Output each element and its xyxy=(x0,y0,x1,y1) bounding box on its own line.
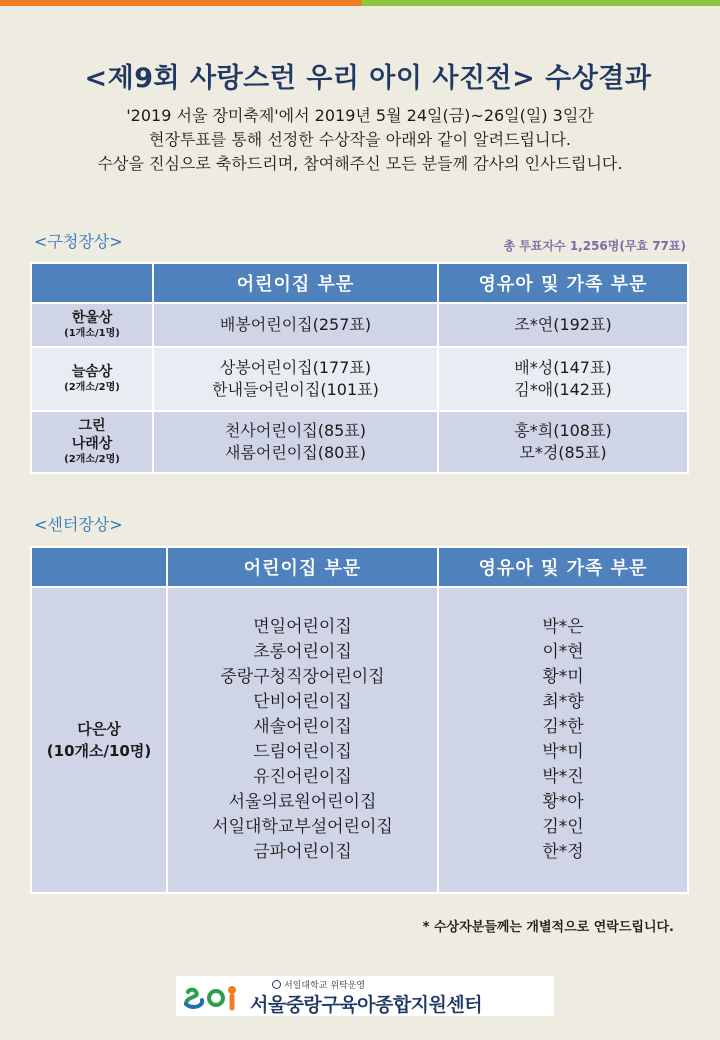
winner-entry: 서울의료원어린이집 xyxy=(228,792,377,812)
section-label-center: <센터장상> xyxy=(34,515,123,534)
header-cell-family: 영유아 및 가족 부문 xyxy=(438,263,688,303)
award-cell xyxy=(31,347,153,411)
winner-entry: 천사어린이집(85표) xyxy=(224,421,367,440)
footnote: * 수상자분들께는 개별적으로 연락드립니다. xyxy=(422,920,674,935)
award-name: 늘솜상 xyxy=(71,364,113,380)
winner-entry: 김*한 xyxy=(542,717,584,737)
page-title: <제9회 사랑스런 우리 아이 사진전> 수상결과 xyxy=(84,63,652,94)
winner-entry: 최*향 xyxy=(542,692,584,712)
winner-entry: 드림어린이집 xyxy=(253,742,352,762)
winner-entry: 박*진 xyxy=(542,767,584,787)
table-row xyxy=(31,303,688,347)
table-header-row xyxy=(31,263,688,303)
award-count: (2개소/2명) xyxy=(64,382,120,393)
daycare-cell xyxy=(153,411,438,473)
sci-logo-icon xyxy=(182,982,248,1012)
winner-entry: 새롬어린이집(80표) xyxy=(224,443,367,462)
family-cell xyxy=(438,347,688,411)
winner-entry: 김*애(142표) xyxy=(514,380,612,399)
daycare-cell xyxy=(167,587,438,893)
header-cell-daycare: 어린이집 부문 xyxy=(167,547,438,587)
logo-caption-text: 서일대학교 위탁운영 xyxy=(284,981,366,991)
daycare-cell xyxy=(153,303,438,347)
award-name: 한울상 xyxy=(71,310,113,326)
winner-entry: 초롱어린이집 xyxy=(253,642,352,662)
university-seal-icon xyxy=(272,980,281,989)
center-logo xyxy=(176,976,554,1016)
award-name: 나래상 xyxy=(71,436,113,452)
award-name: 다은상 xyxy=(77,720,121,738)
winner-entry: 이*현 xyxy=(542,642,584,662)
winner-entry: 한내들어린이집(101표) xyxy=(212,380,379,399)
winner-entry: 유진어린이집 xyxy=(253,767,352,787)
winner-entry: 한*정 xyxy=(542,842,584,862)
winner-entry: 단비어린이집 xyxy=(253,692,352,712)
header-cell-empty xyxy=(31,547,167,587)
winner-entry: 황*미 xyxy=(542,667,584,687)
winner-entry: 금파어린이집 xyxy=(253,842,352,862)
intro-line: 현장투표를 통해 선정한 수상작을 아래와 같이 알려드립니다. xyxy=(148,130,571,149)
daycare-cell xyxy=(153,347,438,411)
winner-entry: 상봉어린이집(177표) xyxy=(219,358,372,377)
winner-entry: 배봉어린이집(257표) xyxy=(219,315,372,334)
family-cell xyxy=(438,587,688,893)
award-count: (2개소/2명) xyxy=(64,454,120,465)
winner-entry: 배*성(147표) xyxy=(514,358,612,377)
award-count: (10개소/10명) xyxy=(46,742,152,760)
winner-entry: 김*인 xyxy=(542,817,584,837)
winner-entry: 서일대학교부설어린이집 xyxy=(212,817,393,837)
intro-line: 수상을 진심으로 축하드리며, 참여해주신 모든 분들께 감사의 인사드립니다. xyxy=(97,154,623,173)
award-count: (1개소/1명) xyxy=(64,328,120,339)
award-cell xyxy=(31,411,153,473)
award-cell xyxy=(31,587,167,893)
table-row xyxy=(31,347,688,411)
winner-entry: 면일어린이집 xyxy=(253,617,352,637)
winner-entry: 새솔어린이집 xyxy=(253,717,352,737)
center-award-table xyxy=(30,546,689,894)
winner-entry: 조*연(192표) xyxy=(514,315,612,334)
top-accent-bar xyxy=(0,0,720,6)
intro-text xyxy=(0,104,720,176)
table-header-row xyxy=(31,547,688,587)
accent-green-segment xyxy=(362,0,720,6)
header-cell-empty xyxy=(31,263,153,303)
intro-line: '2019 서울 장미축제'에서 2019년 5월 24일(금)~26일(일) 3일간 xyxy=(126,106,594,125)
header-cell-family: 영유아 및 가족 부문 xyxy=(438,547,688,587)
winner-entry: 박*은 xyxy=(542,617,584,637)
family-cell xyxy=(438,411,688,473)
header-cell-daycare: 어린이집 부문 xyxy=(153,263,438,303)
winner-entry: 홍*희(108표) xyxy=(514,421,612,440)
winner-entry: 박*미 xyxy=(542,742,584,762)
award-name: 그린 xyxy=(78,418,106,434)
table-row xyxy=(31,587,688,893)
logo-wordmark: 서울중랑구육아종합지원센터 xyxy=(250,994,483,1016)
district-award-table xyxy=(30,262,689,474)
total-votes: 총 투표자수 1,256명(무효 77표) xyxy=(503,239,686,253)
section-label-district: <구청장상> xyxy=(34,232,123,251)
winner-entry: 황*아 xyxy=(542,792,584,812)
family-cell xyxy=(438,303,688,347)
winner-entry: 모*경(85표) xyxy=(519,443,607,462)
table-row xyxy=(31,411,688,473)
accent-orange-segment xyxy=(0,0,362,6)
winner-entry: 중랑구청직장어린이집 xyxy=(220,667,385,687)
award-cell xyxy=(31,303,153,347)
